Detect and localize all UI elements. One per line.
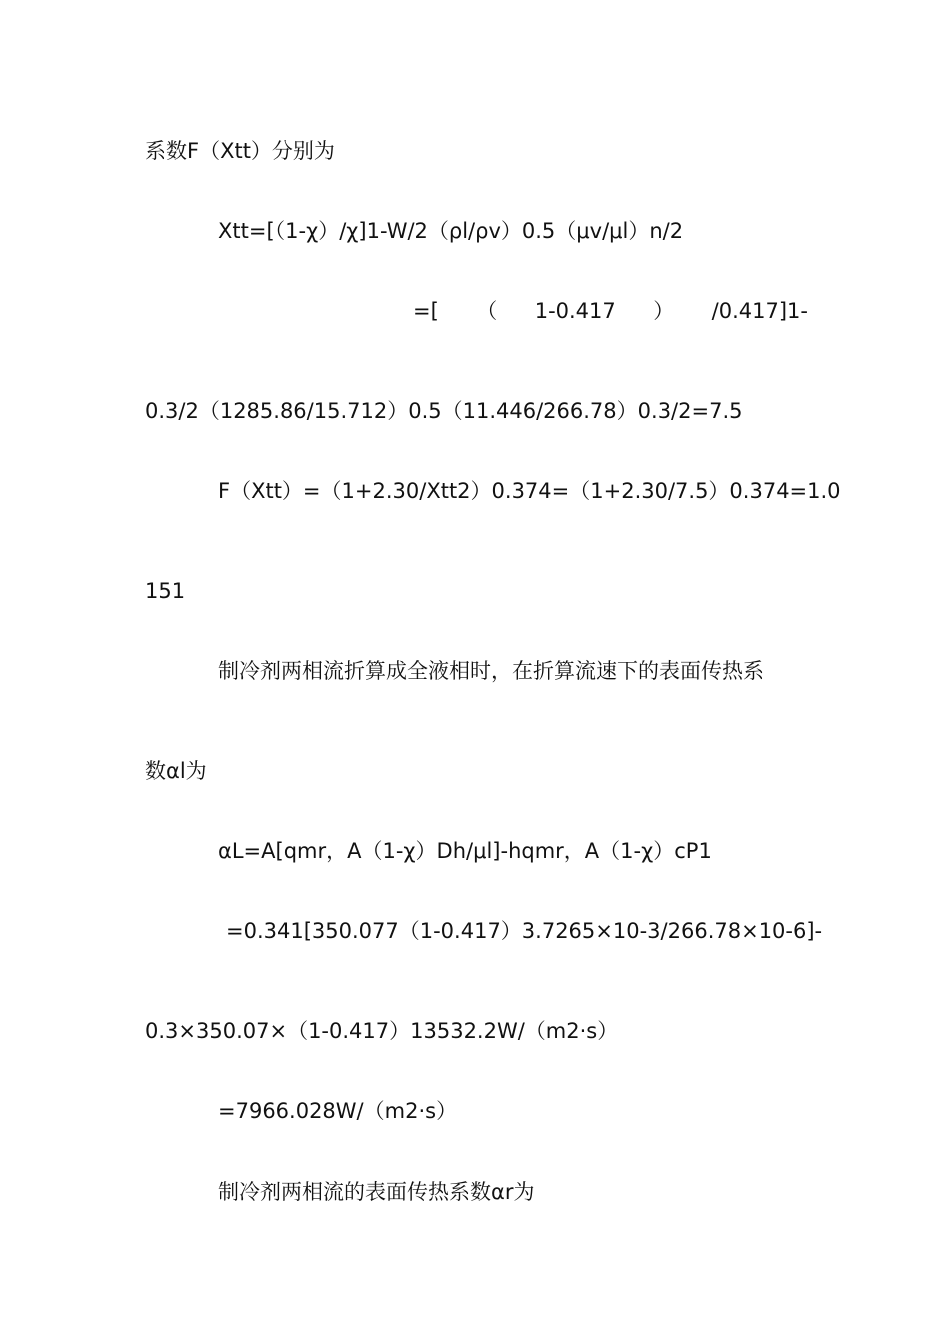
formula-alpha-l-substitution: =0.341[350.077（1-0.417）3.7265×10-3/266.78×10-6]-: [226, 919, 823, 943]
formula-f-xtt: F（Xtt）=（1+2.30/Xtt2）0.374=（1+2.30/7.5）0.374=1.0: [218, 479, 841, 503]
text-line-13: 制冷剂两相流的表面传热系数αr为: [218, 1180, 535, 1204]
formula-alpha-l-result: =7966.028W/（m2·s）: [218, 1099, 458, 1123]
formula-part: （: [476, 299, 498, 323]
formula-xtt-continued: 0.3/2（1285.86/15.712）0.5（11.446/266.78）0.3/2=7.5: [145, 399, 743, 423]
formula-alpha-l: αL=A[qmr，A（1-χ）Dh/μl]-hqmr，A（1-χ）cP1: [218, 839, 712, 863]
formula-alpha-l-continued: 0.3×350.07×（1-0.417）13532.2W/（m2·s）: [145, 1019, 619, 1043]
formula-part: =[: [413, 299, 439, 323]
formula-xtt: Xtt=[（1-χ）/χ]1-W/2（ρl/ρv）0.5（μv/μl）n/2: [218, 219, 684, 243]
text-line-7: 制冷剂两相流折算成全液相时，在折算流速下的表面传热系: [218, 659, 764, 683]
formula-xtt-substitution: [413, 301, 808, 322]
formula-part: /0.417]1-: [711, 299, 808, 323]
text-line-1: 系数F（Xtt）分别为: [145, 139, 335, 163]
formula-part: ）: [653, 299, 675, 323]
formula-f-xtt-continued: 151: [145, 579, 186, 603]
text-line-8: 数αl为: [145, 759, 207, 783]
formula-part: 1-0.417: [534, 299, 616, 323]
